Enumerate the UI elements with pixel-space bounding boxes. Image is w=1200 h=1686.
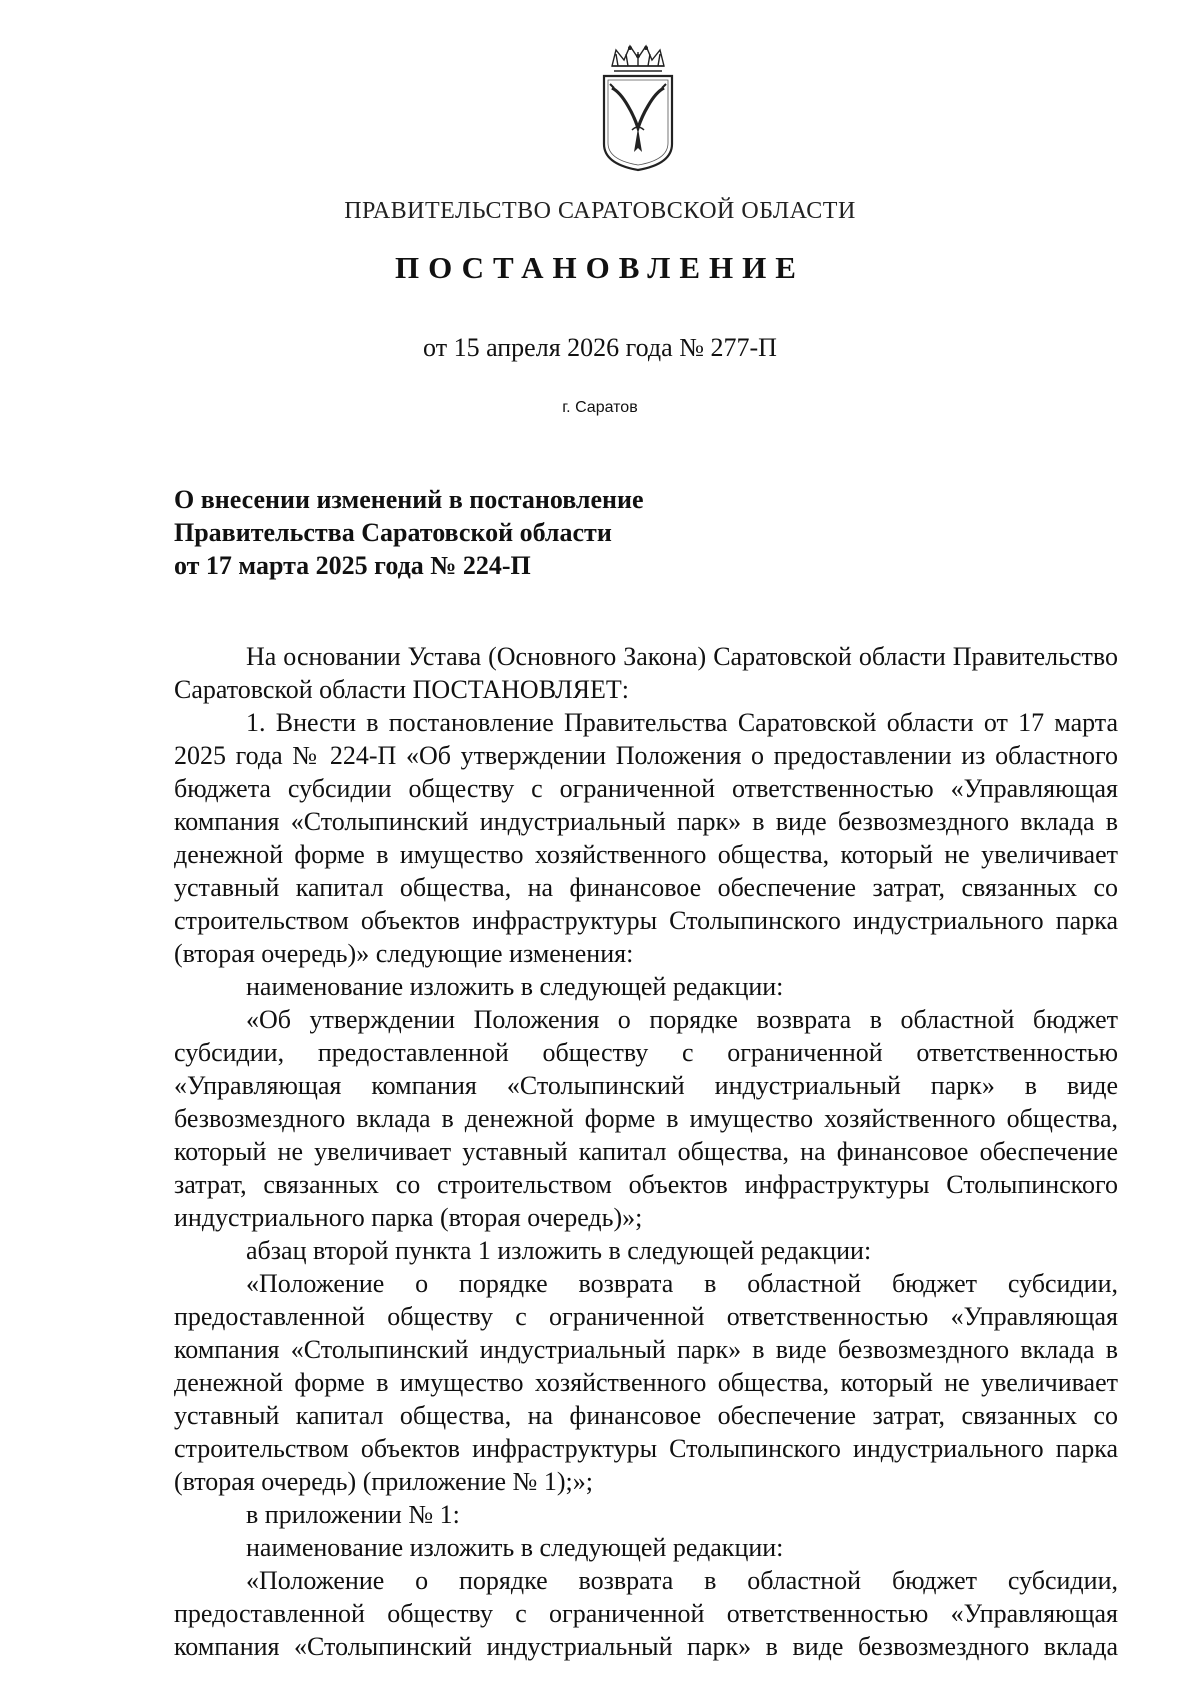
subject-line: Правительства Саратовской области	[174, 518, 612, 547]
body-paragraph: «Положение о порядке возврата в областной бюджет субсидии, предоставленной обществу с ограниченной ответственностью «Управляющая компания «Столыпинский индустриальный парк» в виде безвозмездного вклада в денежной форме в имущество хозяйственного общества, который не увеличивает уставный капитал общества, на финансовое обеспечение затрат, связанных со строительством объектов инфраструктуры Столыпинского индустриального парка (вторая очередь) (приложение № 1);»;	[174, 1269, 1118, 1496]
document-city: г. Саратов	[562, 399, 638, 416]
body-paragraph: в приложении № 1:	[246, 1500, 460, 1529]
document-body	[174, 640, 1118, 1663]
body-paragraph: «Положение о порядке возврата в областной бюджет субсидии, предоставленной обществу с ограниченной ответственностью «Управляющая компания «Столыпинский индустриальный парк» в виде безвозмездного вклада	[174, 1566, 1118, 1661]
document-type-title: ПОСТАНОВЛЕНИЕ	[395, 250, 805, 285]
document-subject	[174, 483, 774, 582]
subject-line: О внесении изменений в постановление	[174, 485, 644, 514]
body-paragraph: 1. Внести в постановление Правительства Саратовской области от 17 марта 2025 года № 224-П «Об утверждении Положения о предоставлении из областного бюджета субсидии обществу с ограниченной ответственностью «Управляющая компания «Столыпинский индустриальный парк» в виде безвозмездного вклада в денежной форме в имущество хозяйственного общества, который не увеличивает уставный капитал общества, на финансовое обеспечение затрат, связанных со строительством объектов инфраструктуры Столыпинского индустриального парка (вторая очередь)» следующие изменения:	[174, 708, 1118, 968]
body-paragraph: абзац второй пункта 1 изложить в следующей редакции:	[246, 1236, 872, 1265]
body-paragraph: наименование изложить в следующей редакции:	[246, 972, 784, 1001]
subject-line: от 17 марта 2025 года № 224-П	[174, 551, 531, 580]
document-date-number: от 15 апреля 2026 года № 277-П	[423, 333, 777, 362]
body-paragraph: «Об утверждении Положения о порядке возврата в областной бюджет субсидии, предоставленной обществу с ограниченной ответственностью «Управляющая компания «Столыпинский индустриальный парк» в виде безвозмездного вклада в денежной форме в имущество хозяйственного общества, который не увеличивает уставный капитал общества, на финансовое обеспечение затрат, связанных со строительством объектов инфраструктуры Столыпинского индустриального парка (вторая очередь)»;	[174, 1005, 1118, 1232]
body-paragraph: наименование изложить в следующей редакции:	[246, 1533, 784, 1562]
coat-of-arms-icon	[598, 44, 678, 174]
government-name: ПРАВИТЕЛЬСТВО САРАТОВСКОЙ ОБЛАСТИ	[344, 198, 856, 224]
body-paragraph: На основании Устава (Основного Закона) Саратовской области Правительство Саратовской области ПОСТАНОВЛЯЕТ:	[174, 642, 1118, 704]
